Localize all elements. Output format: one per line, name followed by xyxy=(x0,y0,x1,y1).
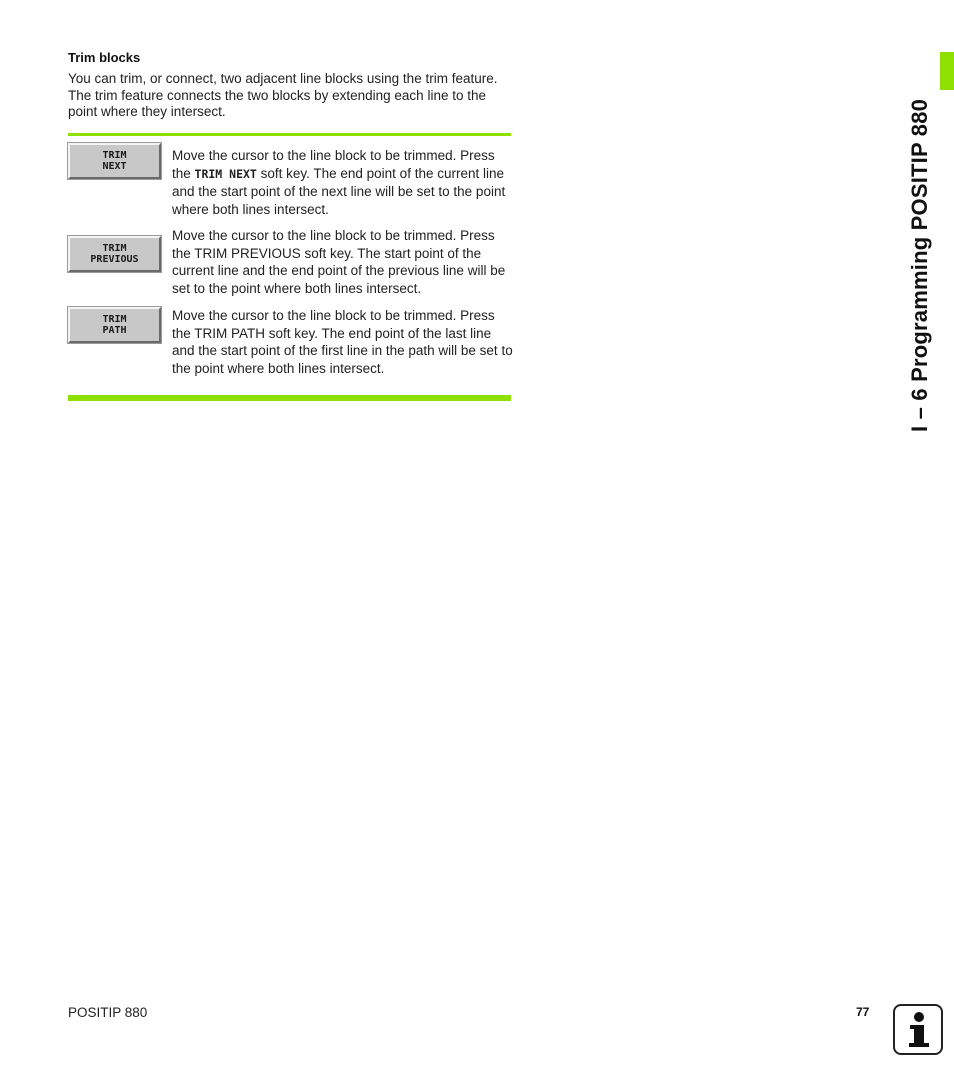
chapter-tab-mask xyxy=(880,52,940,90)
info-icon xyxy=(893,1004,943,1055)
softkey-line-1: TRIM xyxy=(102,150,127,161)
step-trim-previous: Move the cursor to the line block to be trimmed. Press the TRIM PREVIOUS soft key. The start point of the current line and the end point of the previous line will be set to the point where both lines intersect. xyxy=(172,228,506,296)
table-top-rule xyxy=(68,133,511,136)
chapter-title: I – 6 Programming POSITIP 880 xyxy=(907,98,932,432)
softkey-line-2: PATH xyxy=(102,325,127,336)
step-trim-next xyxy=(172,147,514,218)
step-text-a: Move the cursor to the line block to be trimmed. Press the xyxy=(172,148,495,181)
softkey-line-1: TRIM xyxy=(102,243,127,254)
step-trim-path: Move the cursor to the line block to be trimmed. Press the TRIM PATH soft key. The end point of the last line and the start point of the first line in the path will be set to the point where both lines intersect. xyxy=(172,308,513,376)
footer-product: POSITIP 880 xyxy=(68,1005,148,1020)
softkey-line-1: TRIM xyxy=(102,314,127,325)
section-heading: Trim blocks xyxy=(68,50,141,65)
step-keyword: TRIM NEXT xyxy=(194,166,257,181)
softkey-line-2: PREVIOUS xyxy=(90,254,139,265)
trim-path-softkey[interactable] xyxy=(68,307,161,343)
step-text-b: soft key. The end point of the current line and the start point of the next line will be set to the point where both lines intersect. xyxy=(172,165,506,217)
section-intro: You can trim, or connect, two adjacent line blocks using the trim feature. The trim feature connects the two blocks by extending each line to the point where they intersect. xyxy=(68,71,498,119)
trim-previous-softkey[interactable] xyxy=(68,236,161,272)
page-number: 77 xyxy=(856,1005,870,1019)
trim-next-softkey[interactable] xyxy=(68,143,161,179)
table-bottom-rule xyxy=(68,395,511,401)
softkey-line-2: NEXT xyxy=(102,161,127,172)
